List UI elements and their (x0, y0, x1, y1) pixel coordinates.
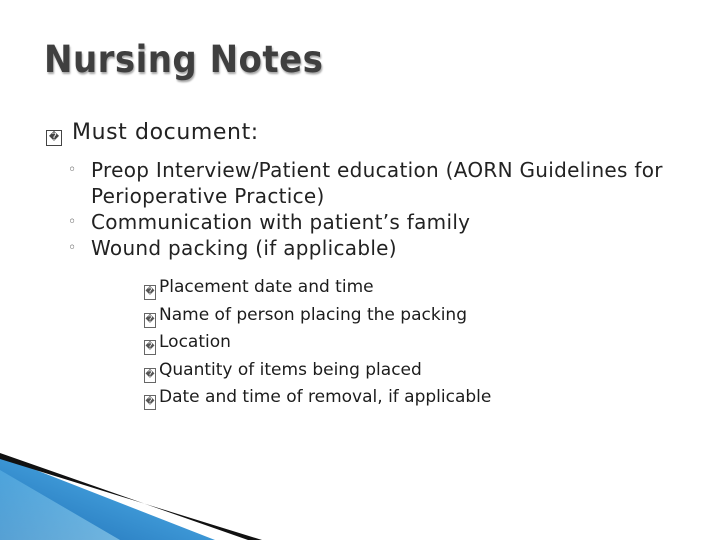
circle-bullet-icon: ◦ (68, 214, 77, 230)
sub-sub-bullet-text: Date and time of removal, if applicable (159, 387, 492, 407)
sub-bullet-item (68, 209, 708, 235)
sub-bullet-text: Preop Interview/Patient education (AORN Guidelines for Perioperative Practice) (91, 158, 663, 208)
box-bullet-icon: � (144, 313, 156, 328)
box-bullet-icon: � (144, 368, 156, 383)
sub-sub-bullet-item (144, 384, 491, 412)
main-bullet (46, 120, 259, 146)
sub-sub-bullet-text: Quantity of items being placed (159, 359, 422, 380)
slide-title: Nursing Notes (44, 38, 324, 81)
sub-sub-bullet-text: Name of person placing the packing (159, 304, 467, 325)
box-bullet-icon: � (46, 130, 62, 146)
sub-bullet-item (68, 235, 708, 261)
sub-bullet-item (68, 157, 708, 209)
box-bullet-icon: � (144, 340, 156, 355)
sub-bullet-list (68, 157, 708, 261)
box-bullet-icon: � (144, 285, 156, 300)
main-bullet-text: Must document: (72, 120, 259, 145)
sub-sub-bullet-text: Location (159, 332, 231, 352)
sub-sub-bullet-item (144, 274, 491, 302)
box-bullet-icon: � (144, 395, 156, 410)
sub-bullet-text: Wound packing (if applicable) (91, 236, 397, 260)
sub-bullet-text: Communication with patient’s family (91, 210, 471, 234)
sub-sub-bullet-item (144, 302, 491, 330)
sub-sub-bullet-text: Placement date and time (159, 277, 374, 297)
circle-bullet-icon: ◦ (68, 162, 77, 178)
sub-sub-bullet-item (144, 357, 491, 385)
sub-sub-bullet-item (144, 329, 491, 357)
circle-bullet-icon: ◦ (68, 240, 77, 256)
sub-sub-bullet-list (144, 274, 491, 412)
